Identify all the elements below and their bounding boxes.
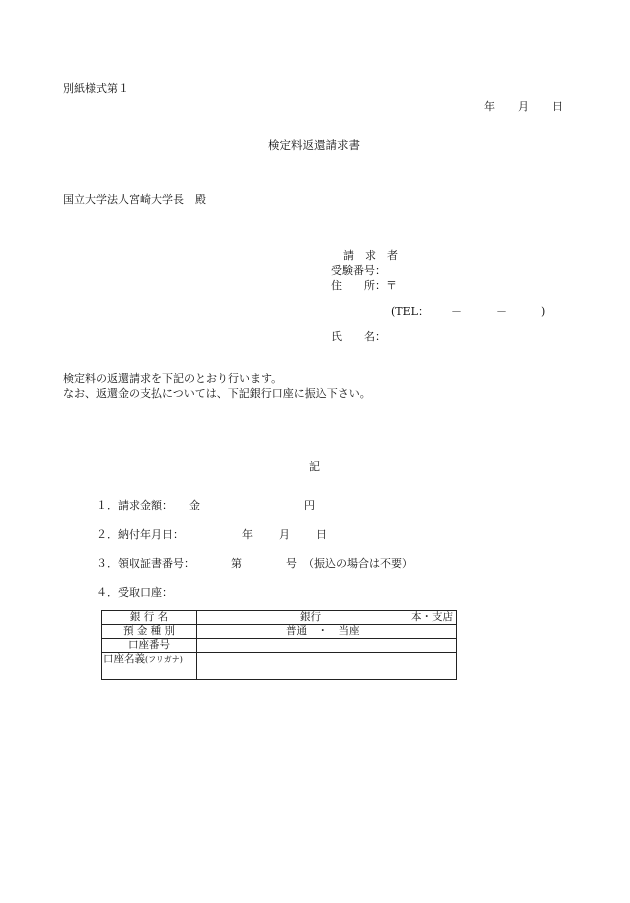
addressee: 国立大学法人宮崎大学長 殿: [63, 193, 206, 206]
account-number-cell[interactable]: [197, 639, 457, 653]
body-line-1: 検定料の返還請求を下記のとおり行います。: [63, 372, 283, 385]
branch-suffix: 本・支店: [411, 611, 453, 623]
bank-name-cell[interactable]: [197, 611, 457, 625]
date-line: [484, 100, 563, 114]
item-receipt-number: [96, 557, 413, 571]
item-3-label: 領収証書番号：: [118, 557, 195, 570]
item-3-go: 号: [286, 557, 297, 570]
deposit-type-value: 普通 ・ 当座: [286, 625, 360, 637]
account-number-label: 口座番号: [102, 639, 197, 653]
body-text: [63, 371, 371, 401]
date-month: 月: [518, 100, 529, 113]
account-holder-label: 口座名義: [103, 653, 145, 665]
account-holder-label-cell: [102, 653, 197, 680]
item-2-number: ２．: [96, 528, 118, 541]
item-receiving-account: [96, 586, 173, 600]
account-holder-cell[interactable]: [197, 653, 457, 680]
item-1-yen: 円: [304, 499, 315, 512]
date-day: 日: [552, 100, 563, 113]
ki-heading: 記: [309, 460, 320, 473]
tel-open: (TEL：: [391, 305, 429, 318]
account-holder-row: [102, 653, 457, 680]
item-4-label: 受取口座：: [118, 586, 173, 599]
exam-number-label: 受験番号：: [331, 264, 386, 277]
claimant-heading: 請 求 者: [343, 249, 398, 262]
item-3-note: （振込の場合は不要）: [303, 557, 413, 570]
tel-close: ): [540, 305, 546, 318]
item-1-kin: 金: [189, 499, 200, 512]
claimant-block: [331, 248, 398, 293]
bank-account-table: [101, 610, 457, 680]
item-2-year: 年: [242, 528, 253, 541]
item-1-number: １．: [96, 499, 118, 512]
item-2-label: 納付年月日：: [118, 528, 184, 541]
tel-dash-1: －: [450, 305, 462, 318]
account-number-row: [102, 639, 457, 653]
item-3-dai: 第: [231, 557, 242, 570]
date-year: 年: [484, 100, 495, 113]
tel-dash-2: －: [495, 305, 507, 318]
bank-suffix: 銀行: [300, 611, 321, 623]
tel-row: [391, 305, 545, 319]
item-payment-date: [96, 528, 327, 542]
account-holder-kana: (フリガナ): [145, 655, 183, 664]
item-3-number: ３．: [96, 557, 118, 570]
deposit-type-row: [102, 625, 457, 639]
item-2-day: 日: [316, 528, 327, 541]
item-claim-amount: [96, 499, 315, 513]
form-number: 別紙様式第１: [63, 82, 129, 95]
bank-name-row: [102, 611, 457, 625]
deposit-type-cell[interactable]: [197, 625, 457, 639]
item-1-label: 請求金額：: [118, 499, 173, 512]
body-line-2: なお、返還金の支払については、下記銀行口座に振込下さい。: [63, 387, 371, 400]
document-title: 検定料返還請求書: [268, 138, 360, 152]
deposit-type-label: 預 金 種 別: [102, 625, 197, 639]
item-4-number: ４．: [96, 586, 118, 599]
bank-name-label: 銀 行 名: [102, 611, 197, 625]
name-label: 氏 名：: [331, 330, 386, 343]
address-label: 住 所：〒: [331, 279, 397, 292]
item-2-month: 月: [279, 528, 290, 541]
